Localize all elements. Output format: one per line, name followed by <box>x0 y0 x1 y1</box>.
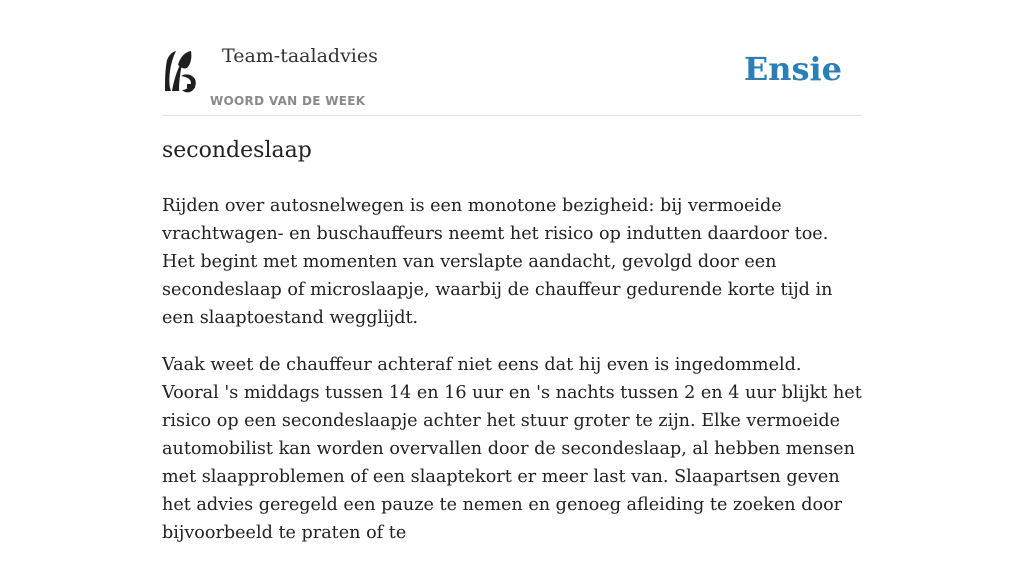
article-body <box>162 192 862 566</box>
lion-logo-icon[interactable] <box>162 48 198 96</box>
paragraph: Vaak weet de chauffeur achteraf niet eens dat hij even is ingedommeld. Vooral 's middags tussen 14 en 16 uur en 's nachts tussen 2 en 4 uur blijkt het risico op een secondeslaapje achter het stuur groter te zijn. Elke vermoeide automobilist kan worden overvallen door de secondeslaap, al hebben mensen met slaapproblemen of een slaaptekort er meer last van. Slaapartsen geven het advies geregeld een pauze te nemen en genoeg afleiding te zoeken door bijvoorbeeld te praten of te <box>162 355 862 543</box>
author-link[interactable]: Team-taaladvies <box>222 45 378 67</box>
article-title: secondeslaap <box>162 138 312 163</box>
header <box>162 0 862 116</box>
paragraph: Rijden over autosnelwegen is een monotone bezigheid: bij vermoeide vrachtwagen- en buschauffeurs neemt het risico op indutten daardoor toe. Het begint met momenten van verslapte aandacht, gevolgd door een secondeslaap of microslaapje, waarbij de chauffeur gedurende korte tijd in een slaaptoestand wegglijdt. <box>162 196 833 328</box>
section-label: WOORD VAN DE WEEK <box>210 94 366 108</box>
ensie-brand-link[interactable]: Ensie <box>743 50 842 88</box>
